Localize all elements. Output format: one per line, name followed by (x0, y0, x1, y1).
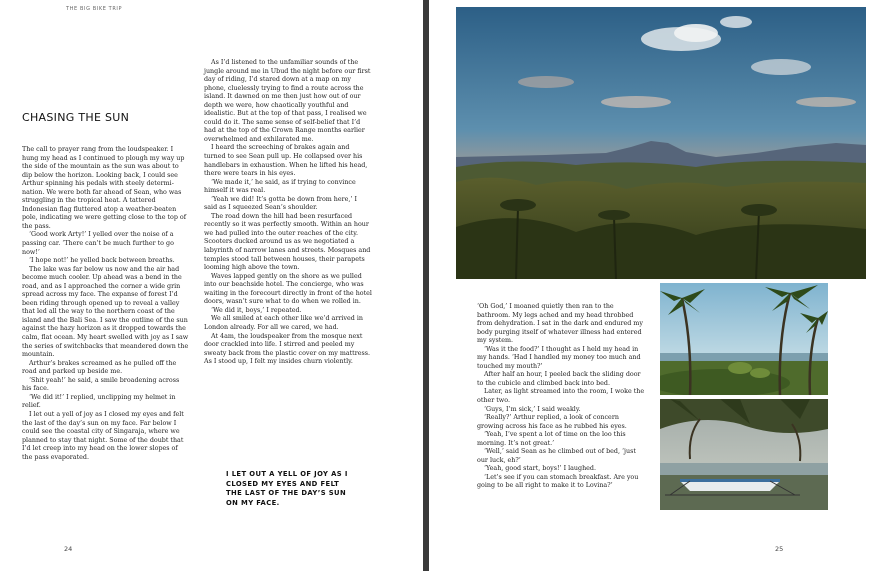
paragraph: ‘Guys, I’m sick,’ I said weakly. (484, 405, 581, 413)
paragraph: Later, as light streamed into the room, I woke the other two. (477, 388, 645, 405)
page-number-right: 25 (775, 545, 784, 553)
paragraph: Waves lapped gently on the shore as we pulled into our beachside hotel. The concierge, who was waiting in the forecourt directly in front of the hotel doors, wasn’t sure what to do when we rolled in. (204, 272, 372, 306)
paragraph: ‘Good work Arty!’ I yelled over the noise of a passing car. ‘There can’t be much further to go now!’ (22, 231, 174, 256)
paragraph: ‘Shit yeah!’ he said, a smile broadening across his face. (22, 376, 180, 393)
right-page-column-1 (477, 303, 647, 491)
paragraph: I heard the screeching of brakes again and turned to see Sean pull up. He collapsed over his handlebars in exhaustion. When he lifted his head, there were tears in his eyes. (204, 144, 368, 178)
paragraph: ‘Was it the food?’ I thought as I held my head in my hands. ‘Had I handled my money too much and touched my mouth?’ (477, 345, 641, 370)
pull-quote: I LET OUT A YELL OF JOY AS I CLOSED MY EYES AND FELT THE LAST OF THE DAY’S SUN ON MY FACE. (226, 470, 348, 507)
paragraph: ‘I hope not!’ he yelled back between breaths. (29, 257, 175, 265)
running-head: THE BIG BIKE TRIP (66, 6, 123, 12)
paragraph: ‘Yeah, good start, boys!’ I laughed. (484, 465, 596, 473)
left-page (0, 0, 423, 571)
paragraph: The lake was far below us now and the air had become much cooler. Up ahead was a bend in the road, and as I approached the corner a wide grin spread across my face. The expanse of forest I’d been riding through opened up to reveal a valley that led all the way to the northern coast of the island and the Bali Sea. I saw the outline of the sun against the hazy horizon as it dropped towards the calm, flat ocean. My heart swelled with joy as I saw the series of switchbacks that meandered down the mountain. (22, 265, 189, 359)
paragraph: ‘Well,’ said Sean as he climbed out of bed, ‘just our luck, eh?’ (477, 448, 636, 464)
paragraph: ‘Let’s see if you can stomach breakfast. Are you going to be all right to make it to Lovina?’ (477, 473, 639, 490)
paragraph: ‘We did it!’ I replied, unclipping my helmet in relief. (22, 393, 176, 410)
paragraph: At 4am, the loudspeaker from the mosque next door crackled into life. I stirred and peeled my sweaty back from the plastic cover on my mattress. As I stood up, I felt my insides churn violently. (204, 332, 371, 366)
left-page-column-1 (22, 146, 189, 462)
paragraph: The road down the hill had been resurfaced recently so it was perfectly smooth. Within an hour we had pulled into the outer reaches of the city. Scooters ducked around us as we negotiated a labyrinth of narrow lanes and streets. Mosques and temples stood tall between houses, their parapets looming high above the town. (204, 212, 371, 272)
outrigger-boat-beach-photo (660, 399, 828, 510)
paragraph: ‘We did it, boys,’ I repeated. (211, 306, 302, 314)
palm-trees-beach-photo (660, 283, 828, 395)
paragraph: We all smiled at each other like we’d arrived in London already. For all we cared, we had. (204, 315, 363, 331)
paragraph: The call to prayer rang from the loudspeaker. I hung my head as I continued to plough my way up the side of the mountain as the sun was about to dip below the horizon. Looking back, I could see Arthur spinning his pedals with steely determination. We were both far ahead of Sean, who was struggling in the tropical heat. A tattered Indonesian flag fluttered atop a weather-beaten pole, indicating we were getting close to the top of the pass. (22, 146, 187, 230)
mountain-jungle-sunset-photo (456, 7, 866, 279)
chapter-title: CHASING THE SUN (22, 111, 130, 124)
paragraph: ‘We made it,’ he said, as if trying to convince himself it was real. (204, 178, 356, 195)
paragraph: ‘Yeah, I’ve spent a lot of time on the loo this morning. It’s not great.’ (477, 431, 626, 447)
paragraph: ‘Really?’ Arthur replied, a look of concern growing across his face as he rubbed his eyes. (477, 414, 627, 430)
paragraph: Arthur’s brakes screamed as he pulled off the road and parked up beside me. (22, 359, 177, 376)
paragraph: I let out a yell of joy as I closed my eyes and felt the last of the day’s sun on my face. Far below I could see the coastal city of Singaraja, where we planned to stay that night. Some of the doubt that I’d let creep into my head on the lower slopes of the pass evaporated. (22, 410, 184, 461)
paragraph: After half an hour, I peeled back the sliding door to the cubicle and climbed back into bed. (477, 371, 641, 387)
page-number-left: 24 (64, 545, 73, 553)
paragraph: ‘Oh God,’ I moaned quietly then ran to the bathroom. My legs ached and my head throbbed from dehydration. I sat in the dark and endured my body purging itself of whatever illness had entered my system. (477, 303, 643, 345)
left-page-column-2 (204, 59, 372, 367)
paragraph: As I’d listened to the unfamiliar sounds of the jungle around me in Ubud the night before our first day of riding, I’d stared down at a map on my phone, cluelessly trying to find a route across the island. It dawned on me then just how out of our depth we were, how chaotically youthful and idealistic. But at the top of that pass, I realised we could do it. The same sense of self-belief that I’d had at the top of the Crown Range months earlier overwhelmed and exhilarated me. (204, 59, 371, 143)
paragraph: ‘Yeah we did! It’s gotta be down from here,’ I said as I squeezed Sean’s shoulder. (204, 195, 357, 212)
